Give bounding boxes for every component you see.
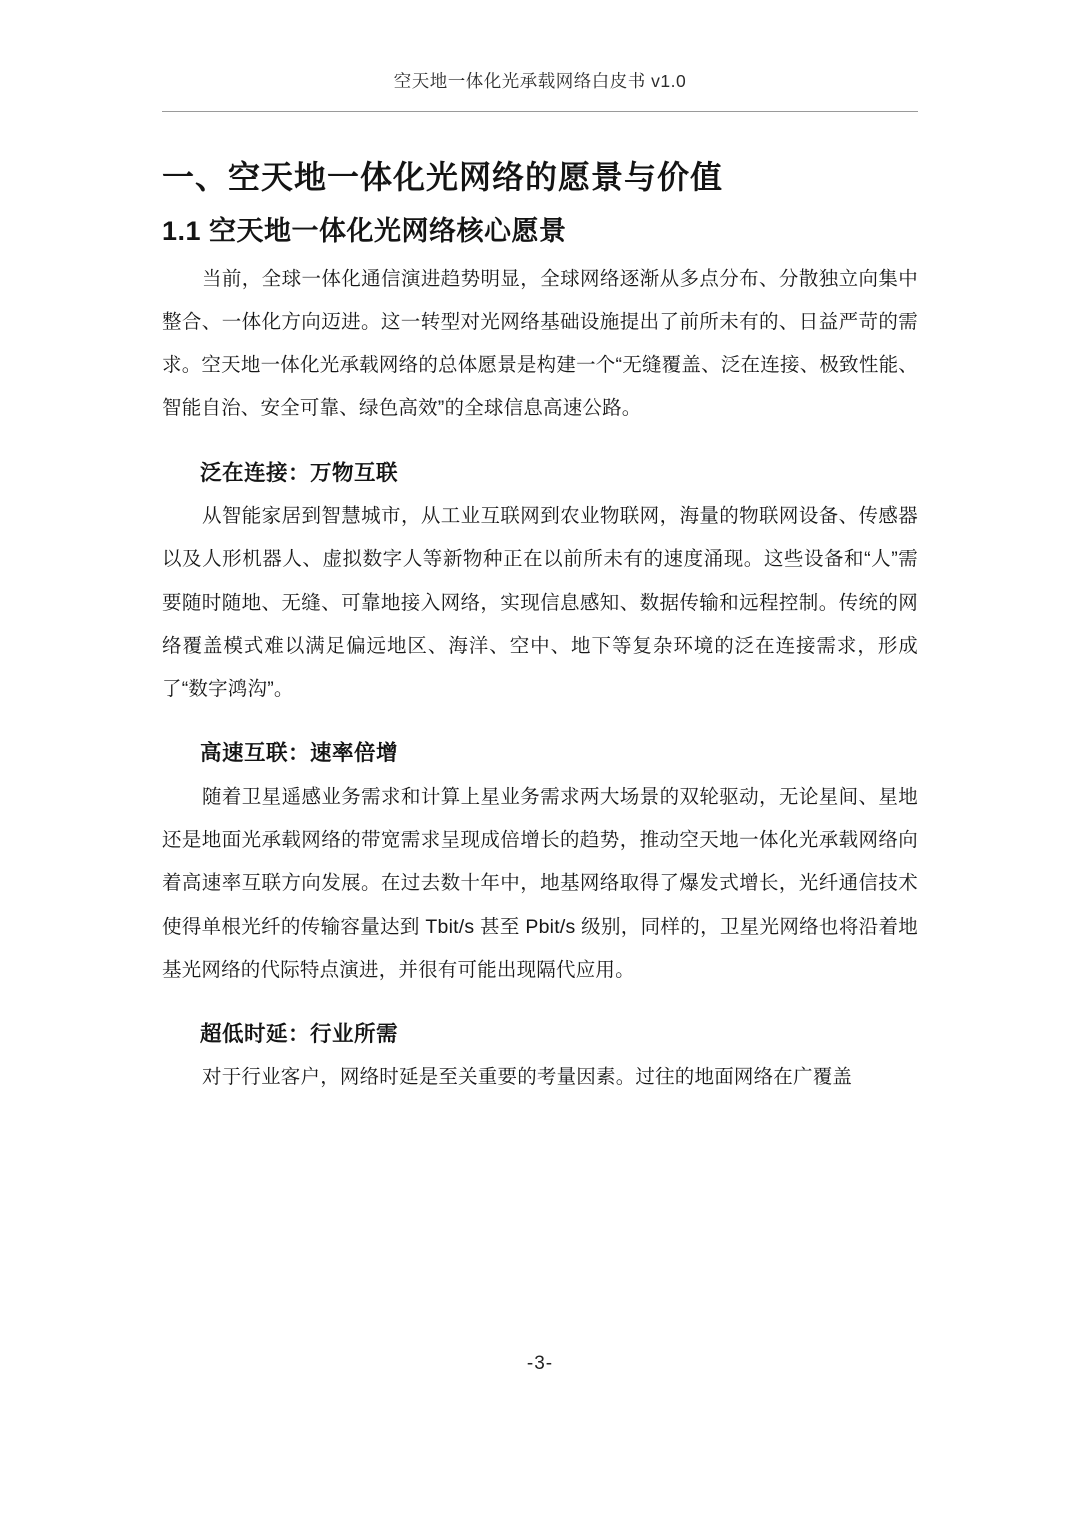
- document-content: [162, 112, 918, 1100]
- paragraph-4: 对于行业客户，网络时延是至关重要的考量因素。过往的地面网络在广覆盖: [202, 1066, 853, 1089]
- page-header: [162, 0, 918, 112]
- paragraph-3: 随着卫星遥感业务需求和计算上星业务需求两大场景的双轮驱动，无论星间、星地还是地面光承载网络的带宽需求呈现成倍增长的趋势，推动空天地一体化光承载网络向着高速率互联方向发展。在过去数十年中，地基网络取得了爆发式增长，光纤通信技术使得单根光纤的传输容量达到 Tbit/s 甚至 Pbit/s 级别，同样的，卫星光网络也将沿着地基光网络的代际特点演进，并很有可能出现隔代应用。: [162, 785, 918, 981]
- paragraph-2: 从智能家居到智慧城市，从工业互联网到农业物联网，海量的物联网设备、传感器以及人形机器人、虚拟数字人等新物种正在以前所未有的速度涌现。这些设备和“人”需要随时随地、无缝、可靠地接入网络，实现信息感知、数据传输和远程控制。传统的网络覆盖模式难以满足偏远地区、海洋、空中、地下等复杂环境的泛在连接需求，形成了“数字鸿沟”。: [162, 505, 918, 701]
- subheading-high-speed-interconnect: 高速互联：速率倍增: [200, 741, 399, 766]
- subheading-ubiquitous-connection: 泛在连接：万物互联: [200, 460, 399, 485]
- chapter-title: 一、空天地一体化光网络的愿景与价值: [162, 159, 724, 195]
- paragraph-1: 当前，全球一体化通信演进趋势明显，全球网络逐渐从多点分布、分散独立向集中整合、一体化方向迈进。这一转型对光网络基础设施提出了前所未有的、日益严苛的需求。空天地一体化光承载网络的总体愿景是构建一个“无缝覆盖、泛在连接、极致性能、智能自治、安全可靠、绿色高效”的全球信息高速公路。: [162, 267, 918, 420]
- page-number: -3-: [526, 1353, 554, 1374]
- section-title: 1.1 空天地一体化光网络核心愿景: [162, 216, 567, 247]
- header-title: 空天地一体化光承载网络白皮书 v1.0: [393, 71, 687, 91]
- subheading-ultra-low-latency: 超低时延：行业所需: [200, 1022, 399, 1047]
